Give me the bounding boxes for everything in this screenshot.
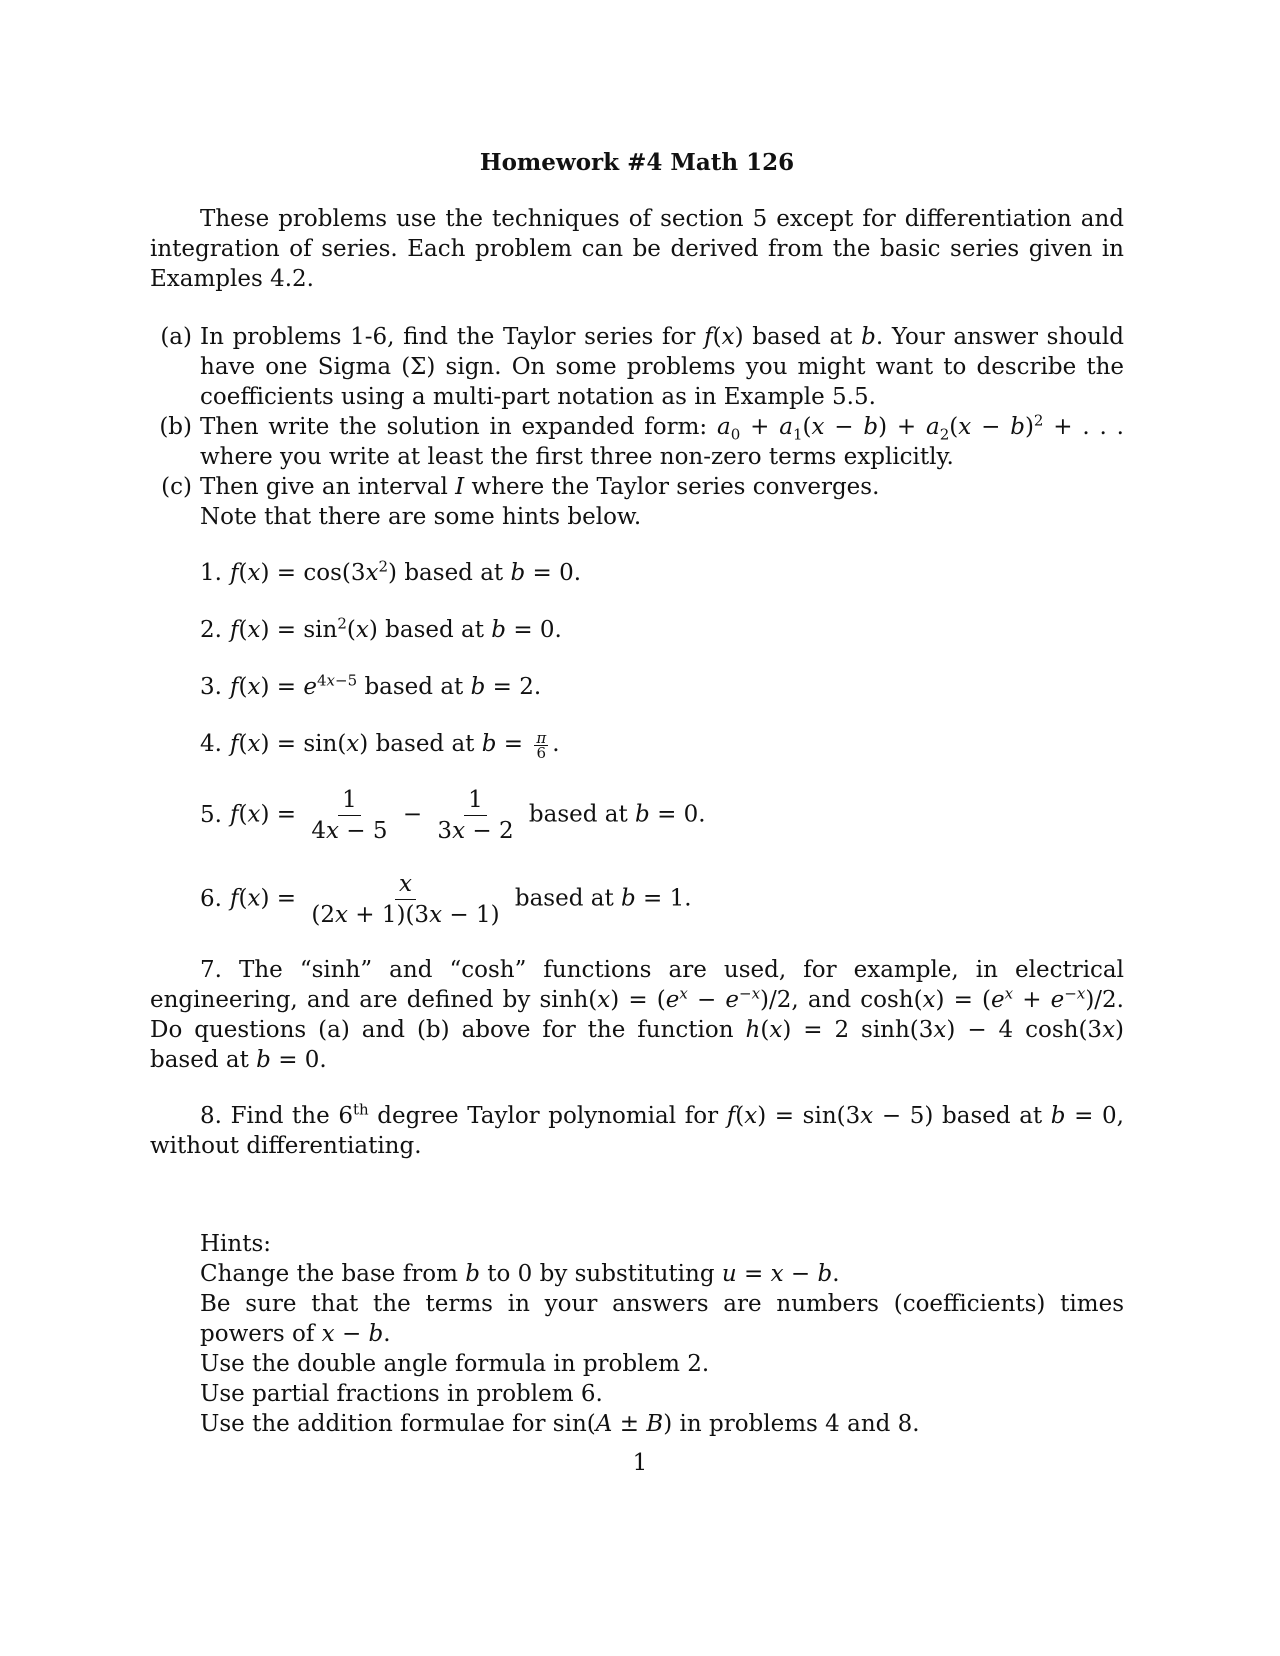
page-title: Homework #4 Math 126 bbox=[479, 149, 795, 176]
instruction-parts bbox=[150, 322, 1124, 502]
problem-2-formula: $f(x) = \sin^2(x)$ based at b = 0. bbox=[230, 614, 562, 643]
part-c-text: Then give an interval I where the Taylor series converges. bbox=[200, 474, 880, 500]
hint-3: Use the double angle formula in problem 2. bbox=[200, 1350, 710, 1377]
problem-3: 3. $f(x) = e^{4x-5}$ based at b = 2. bbox=[200, 671, 542, 700]
part-c bbox=[150, 472, 1124, 502]
homework-page bbox=[150, 148, 1124, 1439]
hint-note: Note that there are some hints below. bbox=[200, 504, 642, 530]
problem-list bbox=[200, 558, 1124, 928]
problem-2: 2. $f(x) = \sin^2(x)$ based at b = 0. bbox=[200, 614, 562, 643]
hint-5: Use the addition formulae for sin(A ± B) in problems 4 and 8. bbox=[200, 1410, 920, 1437]
part-c-label: (c) bbox=[161, 474, 192, 500]
part-b-text: Then write the solution in expanded form: $a_0 + a_1(x - b) + a_2(x - b)^2$ + . . . where you write at least the first three non-zero terms explicitly. bbox=[200, 411, 1124, 470]
hints-section bbox=[200, 1229, 1124, 1439]
hints-heading: Hints: bbox=[200, 1230, 272, 1257]
problem-4: 4. f(x) = sin(x) based at b = $\frac{\pi}{6}$ . bbox=[200, 728, 560, 762]
problem-5-formula: f(x) = $\frac{1}{4x - 5}$ − $\frac{1}{3x - 2}$ based at b = 0. bbox=[230, 786, 706, 844]
hint-1: Change the base from b to 0 by substituting u = x − b. bbox=[200, 1260, 840, 1287]
hint-4: Use partial fractions in problem 6. bbox=[200, 1380, 603, 1407]
problem-1: 1. $f(x) = \cos(3x^2)$ based at b = 0. bbox=[200, 557, 582, 586]
hint-2: Be sure that the terms in your answers are numbers (coefficients) times powers of x − b. bbox=[200, 1290, 1124, 1347]
problem-3-formula: $f(x) = e^{4x-5}$ based at b = 2. bbox=[230, 671, 542, 700]
part-b bbox=[150, 412, 1124, 472]
problem-5: 5. f(x) = $\frac{1}{4x - 5}$ − $\frac{1}{3x - 2}$ based at b = 0. bbox=[200, 786, 706, 844]
part-a bbox=[150, 322, 1124, 412]
problem-1-formula: $f(x) = \cos(3x^2)$ based at b = 0. bbox=[230, 557, 582, 586]
part-b-label: (b) bbox=[159, 414, 192, 440]
problem-7: 7. The “sinh” and “cosh” functions are used, for example, in electrical engineering, and are defined by $\sinh(x) = (e^x - e^{-x})/2$, and $\cosh(x) = (e^x + e^{-x})/2$. Do questions (a) and (b) above for the function h(x) = 2 sinh(3x) − 4 cosh(3x) based at b = 0. bbox=[150, 956, 1125, 1073]
problem-4-formula: f(x) = sin(x) based at b = $\frac{\pi}{6}$ . bbox=[230, 728, 560, 762]
part-a-text: In problems 1-6, find the Taylor series for f(x) based at b. Your answer should have one Sigma (Σ) sign. On some problems you might want to describe the coefficients using a multi-part notation as in Example 5.5. bbox=[200, 324, 1125, 410]
problem-6: 6. f(x) = $\frac{x}{(2x + 1)(3x - 1)}$ based at b = 1. bbox=[200, 870, 692, 928]
problem-6-formula: f(x) = $\frac{x}{(2x + 1)(3x - 1)}$ based at b = 1. bbox=[230, 870, 692, 928]
intro-paragraph: These problems use the techniques of section 5 except for differentiation and integration of series. Each problem can be derived from the basic series given in Examples 4.2. bbox=[150, 206, 1124, 292]
problem-8: 8. Find the 6th degree Taylor polynomial for f(x) = sin(3x − 5) based at b = 0, without differentiating. bbox=[150, 1099, 1124, 1159]
part-a-label: (a) bbox=[160, 324, 192, 350]
page-number: 1 bbox=[632, 1450, 648, 1476]
